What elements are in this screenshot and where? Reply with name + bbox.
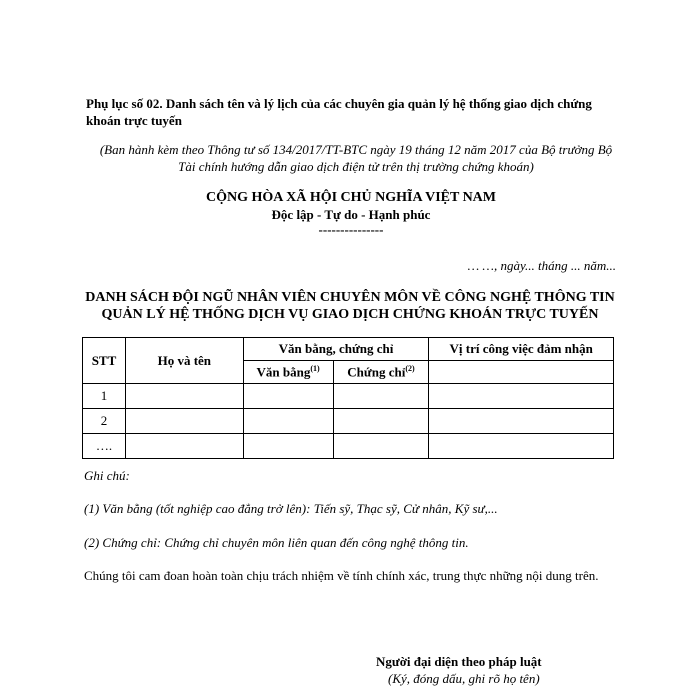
cell-position — [429, 409, 614, 434]
date-line: … …, ngày... tháng ... năm... — [467, 258, 616, 273]
cell-certificate — [333, 434, 429, 459]
table-row — [83, 409, 614, 434]
header-position: Vị trí công việc đảm nhận — [429, 338, 614, 361]
cell-position — [429, 434, 614, 459]
cell-position — [429, 384, 614, 409]
header-stt: STT — [83, 338, 126, 384]
cell-name — [125, 409, 243, 434]
issued-note: (Ban hành kèm theo Thông tư số 134/2017/TT-BTC ngày 19 tháng 12 năm 2017 của Bộ trưởng Bộ Tài chính hướng dẫn giao dịch điện tử trên thị trường chứng khoán) — [99, 142, 613, 174]
cell-degree — [243, 409, 333, 434]
header-divider: --------------- — [318, 222, 384, 237]
notes-label: Ghi chú: — [84, 468, 130, 483]
header-degree-label: Văn bằng — [256, 364, 311, 380]
table-header-row — [83, 338, 614, 361]
staff-table — [82, 337, 614, 459]
commitment-statement: Chúng tôi cam đoan hoàn toàn chịu trách nhiệm về tính chính xác, trung thực những nội dung trên. — [84, 568, 599, 583]
national-header-country: CỘNG HÒA XÃ HỘI CHỦ NGHĨA VIỆT NAM — [205, 190, 496, 205]
signature-title: Người đại diện theo pháp luật — [376, 654, 542, 669]
note-certificate: (2) Chứng chỉ: Chứng chỉ chuyên môn liên quan đến công nghệ thông tin. — [84, 535, 469, 550]
cell-degree — [243, 384, 333, 409]
signature-hint: (Ký, đóng dấu, ghi rõ họ tên) — [388, 671, 540, 686]
header-certificate — [333, 361, 429, 384]
note-degree: (1) Văn bằng (tốt nghiệp cao đẳng trở lên): Tiến sỹ, Thạc sỹ, Cử nhân, Kỹ sư,... — [84, 501, 498, 516]
cell-certificate — [333, 384, 429, 409]
cell-stt: …. — [83, 434, 126, 459]
header-certificate-label: Chứng chỉ — [347, 364, 406, 380]
cell-degree — [243, 434, 333, 459]
cell-name — [125, 384, 243, 409]
table-row — [83, 384, 614, 409]
table-row — [83, 434, 614, 459]
header-degree — [243, 361, 333, 384]
header-position-blank — [429, 361, 614, 384]
header-certificate-ref: (2) — [405, 363, 415, 373]
document-title: DANH SÁCH ĐỘI NGŨ NHÂN VIÊN CHUYÊN MÔN VỀ CÔNG NGHỆ THÔNG TIN QUẢN LÝ HỆ THỐNG DỊCH VỤ GIAO DỊCH CHỨNG KHOÁN TRỰC TUYẾN — [85, 290, 615, 322]
header-degrees-group: Văn bằng, chứng chỉ — [243, 338, 429, 361]
appendix-title: Phụ lục số 02. Danh sách tên và lý lịch của các chuyên gia quản lý hệ thống giao dịch chứng khoán trực tuyến — [86, 96, 592, 128]
cell-stt: 1 — [83, 384, 126, 409]
header-name: Họ và tên — [125, 338, 243, 384]
header-degree-ref: (1) — [310, 363, 320, 373]
cell-name — [125, 434, 243, 459]
cell-stt: 2 — [83, 409, 126, 434]
cell-certificate — [333, 409, 429, 434]
national-header-motto: Độc lập - Tự do - Hạnh phúc — [271, 207, 431, 222]
